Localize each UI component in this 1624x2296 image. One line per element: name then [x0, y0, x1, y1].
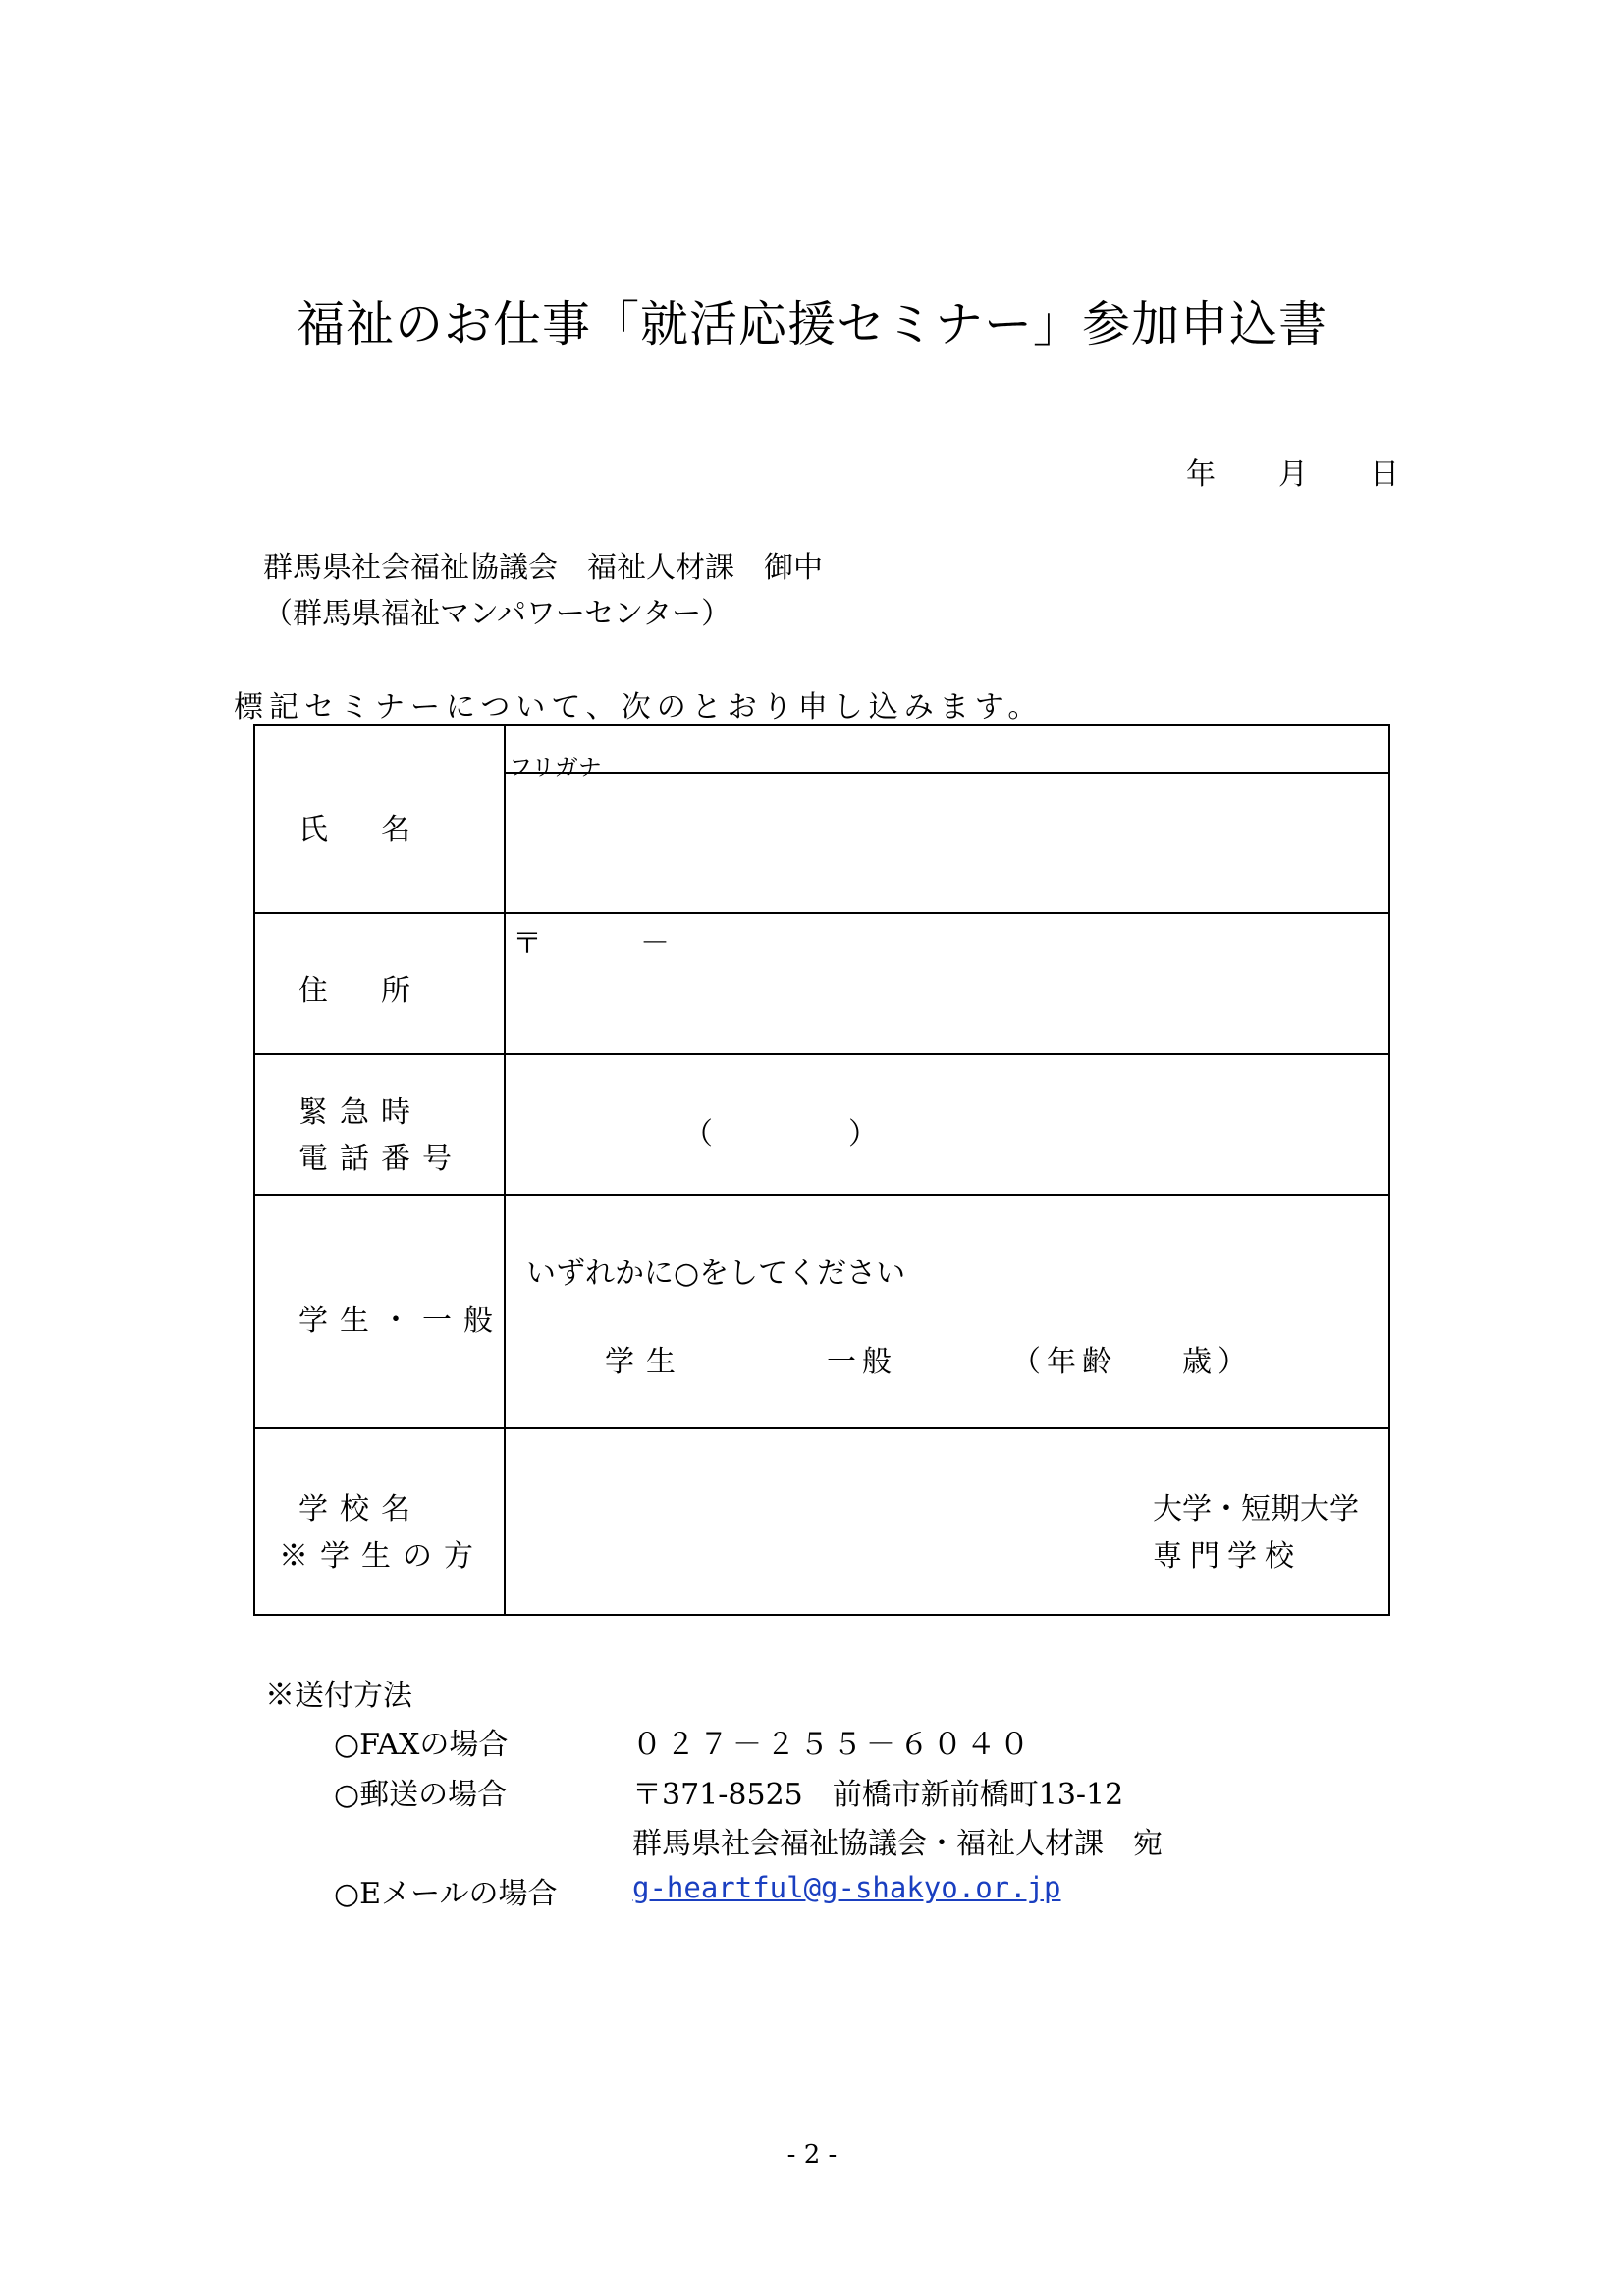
page-number: - 2 -: [786, 2140, 838, 2169]
phone-label-line2: 電話番号: [298, 1142, 463, 1176]
sending-heading: ※送付方法: [265, 1679, 412, 1713]
addressee-line2: （群馬県福祉マンパワーセンター）: [263, 597, 731, 631]
date-year-label: 年: [1186, 457, 1216, 492]
name-field[interactable]: [509, 775, 1382, 907]
mail-label: ○郵送の場合: [334, 1778, 508, 1812]
date-day-label: 日: [1370, 457, 1399, 492]
email-link[interactable]: g-heartful@g-shakyo.or.jp: [632, 1871, 1061, 1904]
age-open: （年齢: [1011, 1345, 1117, 1379]
postal-mark: 〒: [513, 927, 542, 961]
fax-value: ０２７－２５５－６０４０: [632, 1728, 1033, 1762]
row-divider-address: [255, 1053, 1388, 1055]
school-type-line2: 専門学校: [1153, 1539, 1302, 1574]
row-divider-status: [255, 1427, 1388, 1429]
page-title: 福祉のお仕事「就活応援セミナー」参加申込書: [296, 296, 1327, 352]
email-label: ○Eメールの場合: [334, 1877, 558, 1911]
phone-label-line1: 緊急時: [298, 1095, 422, 1130]
intro-text: 標記セミナーについて、次のとおり申し込みます。: [234, 690, 1044, 724]
phone-paren-close: ）: [848, 1117, 878, 1151]
furigana-divider: [504, 772, 1388, 774]
age-close: 歳）: [1182, 1345, 1253, 1379]
status-label: 学生・一般: [298, 1304, 505, 1338]
application-form-table: [253, 724, 1390, 1616]
address-field[interactable]: [509, 958, 1382, 1048]
addressee-line1: 群馬県社会福祉協議会 福祉人材課 御中: [263, 551, 823, 585]
option-general[interactable]: 一般: [827, 1345, 897, 1379]
address-label: 住 所: [298, 974, 422, 1008]
mail-value-line1: 〒371-8525 前橋市新前橋町13-12: [632, 1778, 1124, 1812]
date-month-label: 月: [1278, 457, 1308, 492]
postal-dash: －: [640, 927, 670, 961]
column-divider: [504, 726, 506, 1614]
phone-field[interactable]: [509, 1060, 1382, 1188]
fax-label: ○FAXの場合: [334, 1728, 509, 1762]
furigana-label: フリガナ: [509, 754, 602, 781]
row-divider-phone: [255, 1194, 1388, 1196]
mail-value-line2: 群馬県社会福祉協議会・福祉人材課 宛: [632, 1827, 1163, 1861]
name-label: 氏 名: [298, 813, 422, 847]
row-divider-name: [255, 912, 1388, 914]
school-label-line1: 学校名: [298, 1492, 422, 1526]
phone-paren-open: （: [683, 1117, 713, 1151]
school-type-line1: 大学・短期大学: [1153, 1492, 1359, 1526]
school-name-field[interactable]: [509, 1433, 1137, 1610]
option-student[interactable]: 学生: [605, 1345, 687, 1379]
status-instruction: いずれかに○をしてください: [526, 1256, 906, 1291]
school-label-line2: ※学生の方: [279, 1539, 485, 1574]
